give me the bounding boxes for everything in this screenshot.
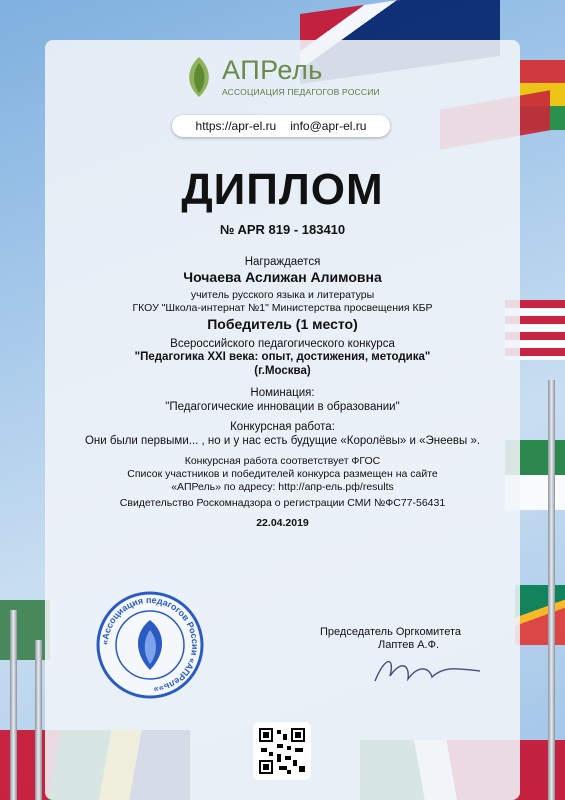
email-link[interactable]: info@apr-el.ru: [290, 119, 367, 133]
diploma-number: № APR 819 - 183410: [219, 222, 346, 237]
signature-scribble: [370, 651, 490, 691]
site-link[interactable]: https://apr-el.ru: [195, 119, 277, 133]
award-place: Победитель (1 место): [207, 316, 358, 332]
diploma-date: 22.04.2019: [256, 517, 309, 529]
list-note-line2: «АПРель» по адресу: http://апр-ель.рф/results: [171, 481, 394, 493]
logo-subtitle: АССОЦИАЦИЯ ПЕДАГОГОВ РОССИИ: [222, 87, 380, 97]
contest-type: Всероссийского педагогического конкурса: [170, 338, 395, 350]
leaf-icon: [180, 55, 218, 99]
signature-role: Председатель Оргкомитета: [320, 626, 462, 638]
flag-south-africa: [515, 585, 565, 645]
list-note-line1: Список участников и победителей конкурса размещен на сайте: [127, 468, 438, 480]
flag-pole: [10, 610, 17, 800]
work-label: Конкурсная работа:: [230, 421, 335, 433]
contest-name: "Педагогика XXI века: опыт, достижения, методика": [134, 351, 431, 363]
recipient-name: Чочаева Аслижан Алимовна: [183, 269, 382, 285]
qr-code-icon: [253, 722, 311, 780]
logo: [180, 55, 400, 105]
flag-pole: [35, 640, 42, 800]
work-title: Они были первыми... , но и у нас есть будущие «Королёвы» и «Энеевы ».: [84, 435, 481, 447]
fgos-note: Конкурсная работа соответствует ФГОС: [184, 455, 381, 467]
organization-seal: [95, 590, 205, 700]
flag-left: [0, 600, 50, 660]
recipient-organization: ГКОУ "Школа-интернат №1" Министерства просвещения КБР: [132, 302, 433, 314]
logo-title: АПРель: [222, 55, 323, 85]
awarded-label: Награждается: [244, 256, 321, 268]
certificate-note: Свидетельство Роскомнадзора о регистрации СМИ №ФС77-56431: [119, 497, 446, 509]
nomination: "Педагогические инновации в образовании": [165, 401, 400, 413]
diploma-title: ДИПЛОМ: [181, 165, 384, 214]
signature-block: [320, 626, 490, 694]
nomination-label: Номинация:: [250, 387, 315, 399]
recipient-position: учитель русского языка и литературы: [190, 289, 375, 301]
contest-city: (г.Москва): [254, 365, 311, 377]
signature-person: Лаптев А.Ф.: [378, 639, 440, 651]
seal-text: «Ассоциация педагогов России «АПРель»»: [99, 594, 201, 695]
contacts-bar: [172, 115, 390, 137]
